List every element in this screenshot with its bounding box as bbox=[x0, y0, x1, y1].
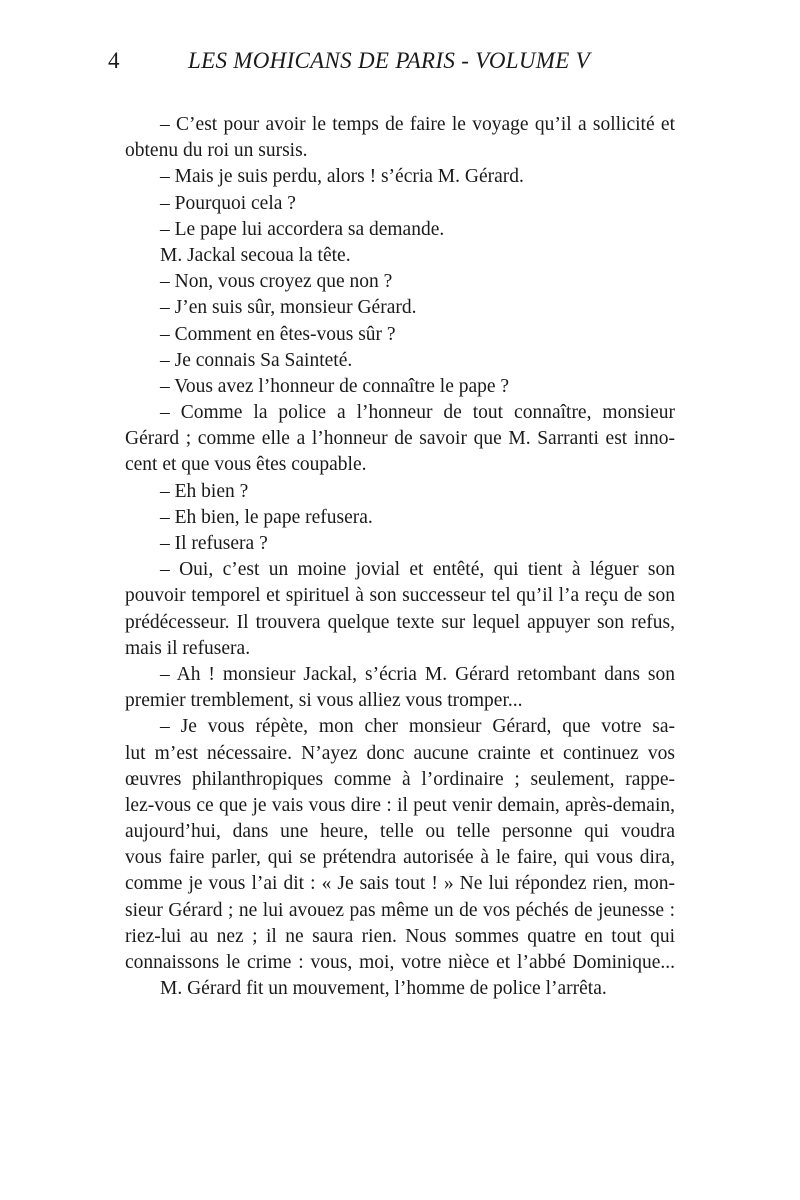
text-line: – Pourquoi cela ? bbox=[160, 192, 296, 214]
text-line: – Ah ! monsieur Jackal, s’écria M. Gérard retombant dans son bbox=[160, 663, 675, 685]
text-line: obtenu du roi un sursis. bbox=[125, 140, 308, 162]
running-head bbox=[108, 48, 670, 78]
text-line: – Non, vous croyez que non ? bbox=[160, 271, 393, 293]
text-line: – Le pape lui accordera sa demande. bbox=[160, 218, 445, 240]
text-line: premier tremblement, si vous alliez vous tromper... bbox=[125, 690, 523, 712]
text-line: – J’en suis sûr, monsieur Gérard. bbox=[160, 297, 417, 319]
text-line: comme je vous l’ai dit : « Je sais tout ! » Ne lui répondez rien, mon- bbox=[125, 873, 675, 895]
text-line: – Comment en êtes-vous sûr ? bbox=[160, 323, 396, 345]
text-line: – Je connais Sa Sainteté. bbox=[160, 349, 353, 371]
text-line: riez-lui au nez ; il ne saura rien. Nous sommes quatre en tout qui bbox=[125, 925, 675, 947]
book-title: LES MOHICANS DE PARIS - VOLUME V bbox=[188, 48, 591, 73]
text-line: M. Gérard fit un mouvement, l’homme de police l’arrêta. bbox=[160, 978, 607, 1000]
text-line: M. Jackal secoua la tête. bbox=[160, 244, 351, 266]
text-line: – Eh bien, le pape refusera. bbox=[160, 506, 373, 528]
text-line: connaissons le crime : vous, moi, votre nièce et l’abbé Dominique... bbox=[125, 952, 675, 973]
text-line: lez-vous ce que je vais vous dire : il peut venir demain, après-demain, bbox=[125, 794, 675, 816]
text-line: cent et que vous êtes coupable. bbox=[125, 454, 367, 476]
text-line: lut m’est nécessaire. N’ayez donc aucune crainte et continuez vos bbox=[125, 742, 675, 764]
body-text bbox=[125, 112, 675, 1002]
text-line: pouvoir temporel et spirituel à son successeur tel qu’il l’a reçu de son bbox=[125, 585, 675, 607]
text-line: – Eh bien ? bbox=[160, 480, 249, 502]
text-line: aujourd’hui, dans une heure, telle ou telle personne qui voudra bbox=[125, 821, 675, 843]
text-line: – Il refusera ? bbox=[160, 533, 268, 554]
text-line: vous faire parler, qui se prétendra autorisée à le faire, qui vous dira, bbox=[125, 847, 675, 869]
text-line: – Mais je suis perdu, alors ! s’écria M. Gérard. bbox=[160, 166, 524, 188]
text-line: sieur Gérard ; ne lui avouez pas même un de vos péchés de jeunesse : bbox=[125, 899, 675, 921]
text-line: – C’est pour avoir le temps de faire le voyage qu’il a sollicité et bbox=[160, 114, 675, 135]
text-line: œuvres philanthropiques comme à l’ordinaire ; seulement, rappe- bbox=[125, 768, 675, 790]
text-line: mais il refusera. bbox=[125, 637, 251, 659]
text-line: prédécesseur. Il trouvera quelque texte sur lequel appuyer son refus, bbox=[125, 611, 675, 633]
page-number: 4 bbox=[108, 48, 120, 73]
text-line: – Je vous répète, mon cher monsieur Gérard, que votre sa- bbox=[160, 716, 675, 738]
text-line: – Oui, c’est un moine jovial et entêté, qui tient à léguer son bbox=[160, 559, 675, 581]
text-line: Gérard ; comme elle a l’honneur de savoir que M. Sarranti est inno- bbox=[125, 428, 675, 450]
text-line: – Comme la police a l’honneur de tout connaître, monsieur bbox=[160, 402, 675, 424]
text-line: – Vous avez l’honneur de connaître le pape ? bbox=[160, 375, 510, 397]
